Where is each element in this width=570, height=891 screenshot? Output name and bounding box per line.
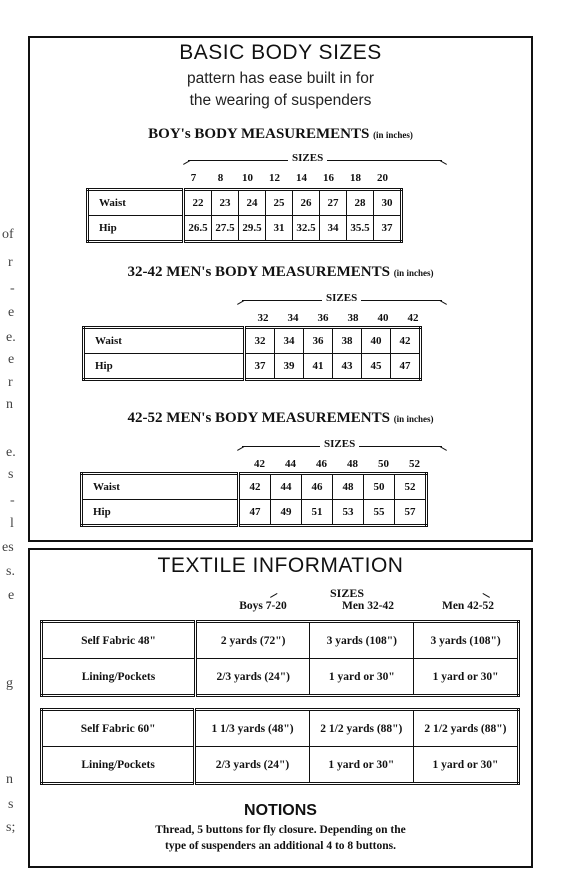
- measurement-cell: 25: [266, 190, 293, 216]
- measurement-cell: 51: [302, 500, 333, 526]
- size-header-cell: 10: [242, 172, 253, 184]
- measurement-cell: 22: [184, 190, 212, 216]
- measurement-cell: 38: [333, 328, 362, 354]
- fabric-row-label: Lining/Pockets: [42, 659, 196, 696]
- boys-unit: (in inches): [373, 130, 413, 140]
- measurement-row: [88, 190, 402, 216]
- margin-fragment: e: [8, 352, 15, 367]
- size-header-cell: 46: [316, 458, 327, 470]
- measurement-cell: 46: [302, 474, 333, 500]
- measurement-cell: 37: [245, 354, 275, 380]
- measurement-cell: 34: [320, 216, 347, 242]
- margin-fragment: e.: [6, 330, 16, 345]
- measurement-cell: 28: [347, 190, 374, 216]
- measurement-cell: 52: [395, 474, 427, 500]
- size-header-cell: 14: [296, 172, 307, 184]
- measurement-cell: 53: [333, 500, 364, 526]
- measurement-cell: 47: [239, 500, 271, 526]
- measurement-cell: 34: [275, 328, 304, 354]
- size-header-cell: 8: [217, 172, 224, 184]
- measurement-row: [84, 354, 421, 380]
- measurement-row: [82, 500, 427, 526]
- fabric-amount-cell: 2/3 yards (24"): [195, 659, 310, 696]
- fabric-row-label: Self Fabric 48": [42, 622, 196, 659]
- fabric-amount-cell: 1 yard or 30": [413, 747, 518, 784]
- fabric-48-table: [40, 620, 520, 697]
- subtitle-line-2: the wearing of suspenders: [189, 92, 372, 109]
- men32-heading: [30, 264, 531, 281]
- fabric-amount-cell: 2/3 yards (24"): [195, 747, 310, 784]
- margin-fragment: s: [8, 467, 14, 482]
- size-header-cell: 12: [269, 172, 280, 184]
- size-header-cell: 16: [323, 172, 334, 184]
- men32-measurement-table: [82, 326, 422, 381]
- measurement-row: [82, 474, 427, 500]
- men32-sizes-label: SIZES: [322, 292, 361, 304]
- fabric-row-label: Lining/Pockets: [42, 747, 195, 784]
- size-header-cell: 50: [378, 458, 389, 470]
- margin-fragment: s;: [6, 820, 16, 835]
- margin-fragment: -: [10, 281, 15, 296]
- margin-fragment: of: [2, 227, 14, 242]
- fabric-amount-cell: 1 1/3 yards (48"): [195, 710, 310, 747]
- margin-fragment: es: [2, 540, 14, 555]
- notions-line-1: Thread, 5 buttons for fly closure. Depending on the: [155, 824, 406, 836]
- fabric-60-table: [40, 708, 520, 785]
- size-header-cell: 32: [257, 312, 269, 324]
- measurement-cell: 32.5: [293, 216, 320, 242]
- boys-measurement-table: [86, 188, 403, 243]
- fabric-amount-cell: 2 1/2 yards (88"): [309, 710, 413, 747]
- measurement-cell: 35.5: [347, 216, 374, 242]
- fabric-row: [42, 659, 519, 696]
- size-header-cell: 42: [407, 312, 419, 324]
- margin-fragment: g: [6, 676, 13, 691]
- size-header-cell: 38: [347, 312, 359, 324]
- size-header-cell: 34: [287, 312, 299, 324]
- fabric-amount-cell: 3 yards (108"): [414, 622, 519, 659]
- measurement-cell: 23: [212, 190, 239, 216]
- measurement-cell: 24: [239, 190, 266, 216]
- margin-fragment: l: [10, 516, 14, 531]
- fabric-amount-cell: 1 yard or 30": [414, 659, 519, 696]
- row-label: Waist: [88, 190, 184, 216]
- measurement-cell: 40: [362, 328, 391, 354]
- textile-title: TEXTILE INFORMATION: [157, 554, 404, 577]
- measurement-cell: 45: [362, 354, 391, 380]
- measurement-cell: 44: [271, 474, 302, 500]
- boys-heading-text: BOY's BODY MEASUREMENTS: [148, 126, 370, 142]
- measurement-row: [84, 328, 421, 354]
- row-label: Waist: [82, 474, 239, 500]
- textile-information-panel: [28, 548, 533, 868]
- basic-body-sizes-panel: [28, 36, 533, 542]
- margin-fragment: s.: [6, 564, 15, 579]
- fabric-row: [42, 747, 519, 784]
- boys-sizes-label: SIZES: [288, 152, 327, 164]
- men32-heading-text: 32-42 MEN's BODY MEASUREMENTS: [127, 264, 390, 280]
- size-header-cell: 42: [254, 458, 265, 470]
- margin-fragment: r: [8, 375, 13, 390]
- fabric-row: [42, 622, 519, 659]
- size-header-cell: 48: [347, 458, 358, 470]
- measurement-cell: 57: [395, 500, 427, 526]
- measurement-cell: 26.5: [184, 216, 212, 242]
- size-header-cell: 18: [350, 172, 361, 184]
- measurement-cell: 39: [275, 354, 304, 380]
- size-header-cell: 36: [317, 312, 329, 324]
- measurement-row: [88, 216, 402, 242]
- measurement-cell: 36: [304, 328, 333, 354]
- measurement-cell: 47: [391, 354, 421, 380]
- measurement-cell: 42: [391, 328, 421, 354]
- textile-sizes-label: SIZES: [330, 586, 365, 600]
- col-men-32-42: Men 32-42: [341, 600, 395, 612]
- margin-fragment: e: [8, 305, 15, 320]
- fabric-amount-cell: 2 yards (72"): [195, 622, 310, 659]
- measurement-cell: 49: [271, 500, 302, 526]
- basic-body-sizes-title: BASIC BODY SIZES: [179, 41, 382, 64]
- boys-size-header: [180, 172, 396, 184]
- size-header-cell: 20: [377, 172, 388, 184]
- boys-heading: [30, 126, 531, 143]
- subtitle-line-1: pattern has ease built in for: [187, 70, 374, 87]
- men42-size-header: [244, 458, 430, 470]
- fabric-amount-cell: 1 yard or 30": [309, 747, 413, 784]
- measurement-cell: 42: [239, 474, 271, 500]
- row-label: Waist: [84, 328, 245, 354]
- fabric-amount-cell: 1 yard or 30": [310, 659, 414, 696]
- measurement-cell: 55: [364, 500, 395, 526]
- measurement-cell: 50: [364, 474, 395, 500]
- measurement-cell: 32: [245, 328, 275, 354]
- men42-heading-text: 42-52 MEN's BODY MEASUREMENTS: [127, 410, 390, 426]
- men32-size-header: [248, 312, 428, 324]
- fabric-amount-cell: 2 1/2 yards (88"): [413, 710, 518, 747]
- measurement-cell: 41: [304, 354, 333, 380]
- men42-measurement-table: [80, 472, 428, 527]
- measurement-cell: 43: [333, 354, 362, 380]
- fabric-row-label: Self Fabric 60": [42, 710, 195, 747]
- margin-fragment: e.: [6, 445, 16, 460]
- men32-unit: (in inches): [393, 268, 434, 278]
- left-margin-text-fragments: [0, 0, 22, 891]
- col-men-42-52: Men 42-52: [441, 600, 495, 612]
- size-header-cell: 7: [190, 172, 197, 184]
- measurement-cell: 27.5: [212, 216, 239, 242]
- margin-fragment: r: [8, 255, 13, 270]
- notions-title: NOTIONS: [244, 802, 317, 819]
- fabric-amount-cell: 3 yards (108"): [310, 622, 414, 659]
- margin-fragment: n: [6, 397, 13, 412]
- row-label: Hip: [82, 500, 239, 526]
- men42-sizes-label: SIZES: [320, 438, 359, 450]
- measurement-cell: 27: [320, 190, 347, 216]
- col-boys: Boys 7-20: [239, 600, 287, 612]
- fabric-row: [42, 710, 519, 747]
- men42-heading: [30, 410, 531, 427]
- size-header-cell: 40: [377, 312, 389, 324]
- margin-fragment: s: [8, 797, 14, 812]
- men42-unit: (in inches): [393, 414, 434, 424]
- size-header-cell: 44: [285, 458, 296, 470]
- row-label: Hip: [84, 354, 245, 380]
- measurement-cell: 37: [374, 216, 402, 242]
- margin-fragment: e: [8, 588, 15, 603]
- row-label: Hip: [88, 216, 184, 242]
- size-header-cell: 52: [409, 458, 420, 470]
- measurement-cell: 26: [293, 190, 320, 216]
- measurement-cell: 31: [266, 216, 293, 242]
- measurement-cell: 29.5: [239, 216, 266, 242]
- measurement-cell: 30: [374, 190, 402, 216]
- margin-fragment: -: [10, 493, 15, 508]
- notions-line-2: type of suspenders an additional 4 to 8 buttons.: [164, 840, 396, 852]
- measurement-cell: 48: [333, 474, 364, 500]
- margin-fragment: n: [6, 772, 13, 787]
